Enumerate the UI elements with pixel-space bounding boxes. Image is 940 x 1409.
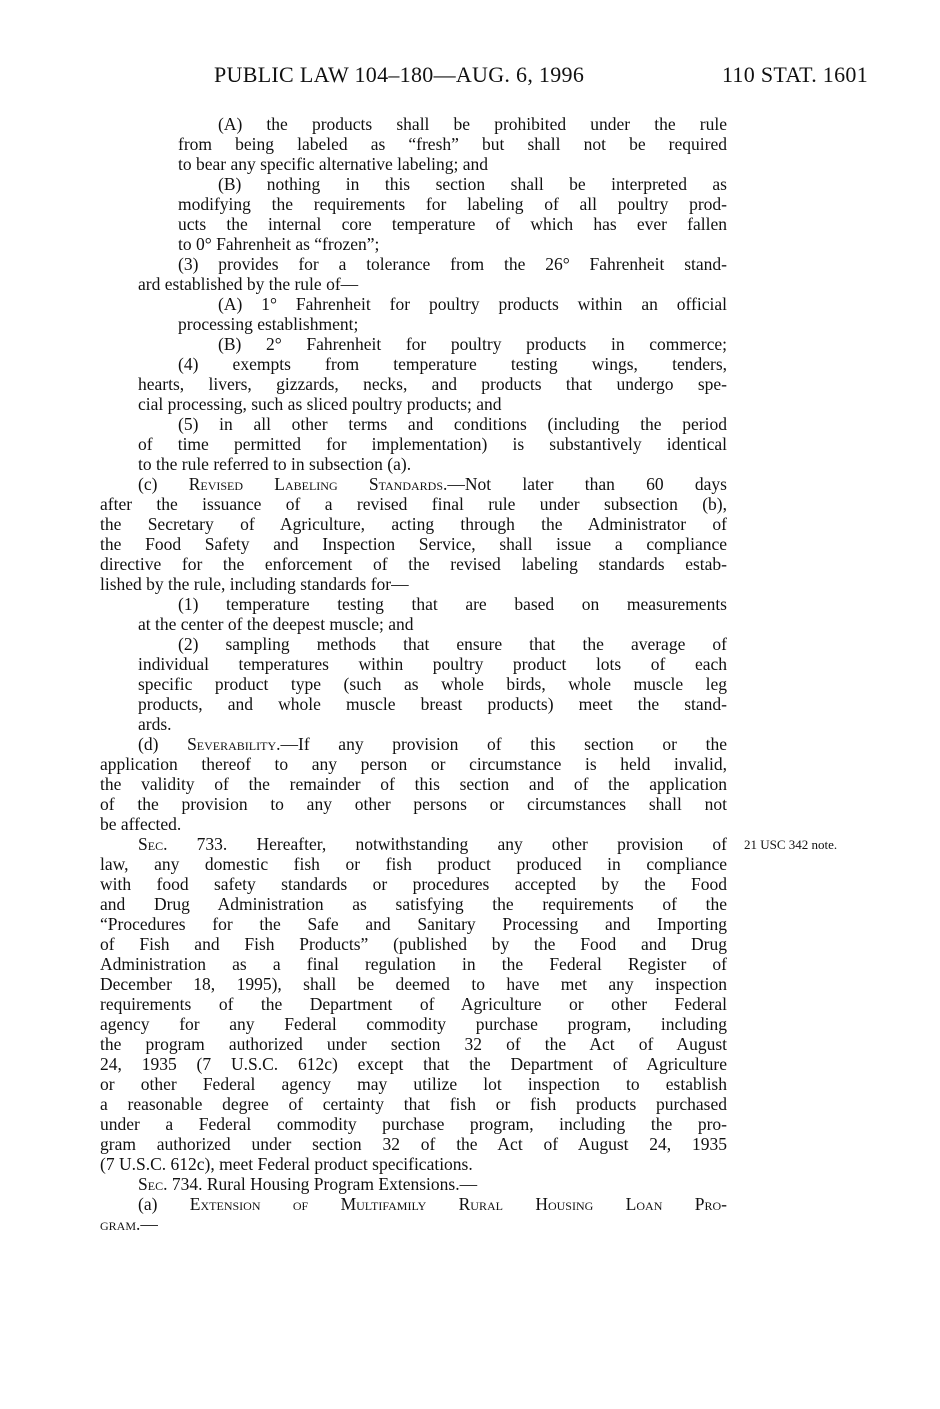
text-segment: after the issuance of a revised final rule under subsection (b), (100, 494, 727, 514)
text-segment: directive for the enforcement of the revised labeling standards estab- (100, 554, 727, 574)
text-line (100, 254, 727, 274)
small-caps-heading: Sec (138, 834, 164, 854)
text-line (100, 1194, 727, 1214)
text-segment: Administration as a final regulation in the Federal Register of (100, 954, 727, 974)
text-segment: modifying the requirements for labeling of all poultry prod- (178, 194, 727, 214)
text-segment: specific product type (such as whole birds, whole muscle leg (138, 674, 727, 694)
text-line (100, 554, 727, 574)
text-segment: agency for any Federal commodity purchase program, including (100, 1014, 727, 1034)
small-caps-heading: gram (100, 1214, 137, 1234)
text-segment: to the rule referred to in subsection (a). (138, 454, 412, 474)
text-line (100, 194, 727, 214)
text-line (100, 714, 727, 734)
text-line (100, 614, 727, 634)
text-segment: cial processing, such as sliced poultry products; and (138, 394, 502, 414)
text-segment: hearts, livers, gizzards, necks, and products that undergo spe- (138, 374, 727, 394)
text-segment: processing establishment; (178, 314, 359, 334)
text-line (100, 174, 727, 194)
text-segment: the Food Safety and Inspection Service, shall issue a compliance (100, 534, 727, 554)
small-caps-heading: Severability (187, 734, 277, 754)
header-title: PUBLIC LAW 104–180—AUG. 6, 1996 (214, 62, 585, 87)
text-line (100, 934, 727, 954)
text-line (100, 854, 727, 874)
text-line (100, 754, 727, 774)
text-line (100, 814, 727, 834)
text-segment: ard established by the rule of— (138, 274, 359, 294)
text-line (100, 1054, 727, 1074)
text-segment: “Procedures for the Safe and Sanitary Processing and Importing (100, 914, 727, 934)
text-line (100, 1094, 727, 1114)
text-segment: and Drug Administration as satisfying the requirements of the (100, 894, 727, 914)
text-segment: application thereof to any person or circumstance is held invalid, (100, 754, 727, 774)
text-line (100, 1134, 727, 1154)
text-line (100, 574, 727, 594)
text-line (100, 1034, 727, 1054)
text-segment: (A) 1° Fahrenheit for poultry products within an official (218, 294, 727, 314)
text-segment: (7 U.S.C. 612c), meet Federal product specifications. (100, 1154, 473, 1174)
small-caps-heading: Extension of Multifamily Rural Housing Loan Pro- (189, 1194, 727, 1214)
text-segment: .—Not later than 60 days (443, 474, 727, 494)
text-segment: a reasonable degree of certainty that fish or fish products purchased (100, 1094, 727, 1114)
text-line (100, 414, 727, 434)
text-segment: requirements of the Department of Agriculture or other Federal (100, 994, 727, 1014)
text-segment: (4) exempts from temperature testing wings, tenders, (178, 354, 727, 374)
text-segment: individual temperatures within poultry product lots of each (138, 654, 727, 674)
text-line (100, 914, 727, 934)
margin-note: 21 USC 342 note. (744, 837, 838, 852)
text-line (100, 734, 727, 754)
text-segment: ards. (138, 714, 172, 734)
text-segment: .— (136, 1214, 158, 1234)
text-line (100, 494, 727, 514)
header-stat-page: 110 STAT. 1601 (721, 62, 868, 87)
text-line (100, 534, 727, 554)
text-segment: the program authorized under section 32 of the Act of August (100, 1034, 727, 1054)
text-segment: law, any domestic fish or fish product produced in compliance (100, 854, 727, 874)
text-segment: of the provision to any other persons or circumstances shall not (100, 794, 727, 814)
text-segment: . 733. Hereafter, notwithstanding any other provision of (163, 834, 727, 854)
text-line (100, 314, 727, 334)
text-segment: at the center of the deepest muscle; and (138, 614, 414, 634)
text-line (100, 834, 727, 854)
small-caps-heading: Revised Labeling Standards (188, 474, 444, 494)
text-line (100, 594, 727, 614)
text-line (100, 154, 727, 174)
text-line (100, 974, 727, 994)
text-line (100, 334, 727, 354)
text-line (100, 874, 727, 894)
text-line (100, 1074, 727, 1094)
text-line (100, 774, 727, 794)
text-segment: (a) (138, 1194, 190, 1214)
text-segment: (5) in all other terms and conditions (including the period (178, 414, 727, 434)
text-line (100, 114, 727, 134)
text-line (100, 1014, 727, 1034)
text-line (100, 1174, 727, 1194)
text-line (100, 214, 727, 234)
text-segment: gram authorized under section 32 of the Act of August 24, 1935 (100, 1134, 727, 1154)
text-line (100, 894, 727, 914)
text-segment: or other Federal agency may utilize lot inspection to establish (100, 1074, 727, 1094)
text-line (100, 1114, 727, 1134)
text-line (100, 234, 727, 254)
text-line (100, 954, 727, 974)
text-segment: with food safety standards or procedures accepted by the Food (100, 874, 727, 894)
text-segment: lished by the rule, including standards for— (100, 574, 409, 594)
text-line (100, 394, 727, 414)
text-line (100, 994, 727, 1014)
text-line (100, 1154, 727, 1174)
text-segment: . 734. Rural Housing Program Extensions.— (163, 1174, 478, 1194)
text-line (100, 274, 727, 294)
text-line (100, 374, 727, 394)
text-segment: (3) provides for a tolerance from the 26° Fahrenheit stand- (178, 254, 727, 274)
text-segment: ucts the internal core temperature of which has ever fallen (178, 214, 727, 234)
text-segment: to 0° Fahrenheit as “frozen”; (178, 234, 380, 254)
text-segment: from being labeled as “fresh” but shall not be required (178, 134, 727, 154)
text-segment: of time permitted for implementation) is substantively identical (138, 434, 727, 454)
text-segment: (1) temperature testing that are based on measurements (178, 594, 727, 614)
text-line (100, 474, 727, 494)
text-segment: (B) nothing in this section shall be interpreted as (218, 174, 727, 194)
text-segment: the Secretary of Agriculture, acting through the Administrator of (100, 514, 727, 534)
text-segment: (A) the products shall be prohibited under the rule (218, 114, 727, 134)
text-segment: be affected. (100, 814, 182, 834)
text-line (100, 294, 727, 314)
text-segment: to bear any specific alternative labeling; and (178, 154, 489, 174)
text-segment: 24, 1935 (7 U.S.C. 612c) except that the Department of Agriculture (100, 1054, 727, 1074)
text-segment: (B) 2° Fahrenheit for poultry products in commerce; (218, 334, 727, 354)
text-segment: (d) (138, 734, 188, 754)
text-segment: the validity of the remainder of this section and of the application (100, 774, 727, 794)
text-line (100, 694, 727, 714)
small-caps-heading: Sec (138, 1174, 164, 1194)
text-segment: under a Federal commodity purchase program, including the pro- (100, 1114, 727, 1134)
text-line (100, 454, 727, 474)
text-segment: .—If any provision of this section or the (276, 734, 727, 754)
text-line (100, 794, 727, 814)
text-line (100, 634, 727, 654)
text-segment: of Fish and Fish Products” (published by the Food and Drug (100, 934, 727, 954)
text-line (100, 134, 727, 154)
text-segment: (c) (138, 474, 189, 494)
body-text (100, 114, 727, 1234)
text-line (100, 354, 727, 374)
text-segment: products, and whole muscle breast products) meet the stand- (138, 694, 727, 714)
running-header (100, 62, 868, 94)
text-line (100, 434, 727, 454)
text-line (100, 654, 727, 674)
text-segment: (2) sampling methods that ensure that the average of (178, 634, 727, 654)
text-segment: December 18, 1995), shall be deemed to have met any inspection (100, 974, 727, 994)
text-line (100, 514, 727, 534)
text-line (100, 1214, 727, 1234)
text-line (100, 674, 727, 694)
